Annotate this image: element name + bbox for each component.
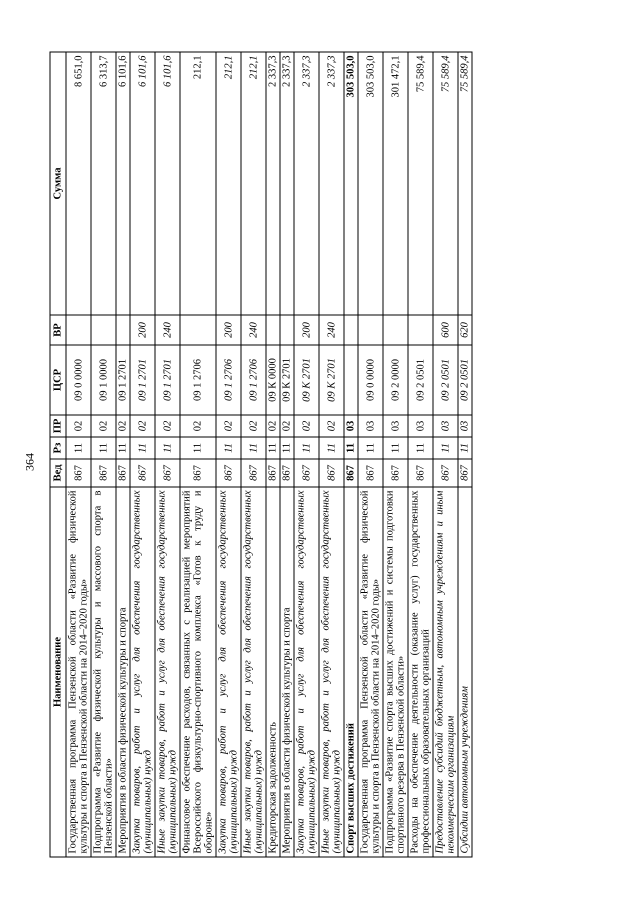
cell-sum: 2 337,3: [280, 52, 294, 315]
cell-rz: 11: [116, 437, 130, 459]
cell-csr: 09 0 0000: [358, 345, 383, 415]
cell-pr: 03: [458, 415, 472, 437]
cell-csr: 09 К 0000: [266, 345, 280, 415]
cell-vr: [66, 315, 91, 345]
cell-csr: 09 2 0501: [408, 345, 433, 415]
cell-ved: 867: [155, 459, 180, 487]
cell-vr: 600: [433, 315, 458, 345]
cell-ved: 867: [266, 459, 280, 487]
cell-csr: 09 К 2701: [294, 345, 319, 415]
table-row: [383, 52, 408, 857]
cell-sum: 2 337,3: [266, 52, 280, 315]
cell-sum: 6 313,7: [91, 52, 116, 315]
cell-name: Подпрограмма «Развитие физической культуры и массового спорта в Пензенской области»: [91, 487, 116, 857]
cell-name: Субсидии автономным учреждениям: [458, 487, 472, 857]
cell-ved: 867: [358, 459, 383, 487]
table-row: [294, 52, 319, 857]
table-row: [66, 52, 91, 857]
cell-csr: 09 1 2706: [180, 345, 216, 415]
cell-ved: 867: [433, 459, 458, 487]
cell-csr: 09 2 0501: [433, 345, 458, 415]
cell-vr: 240: [241, 315, 266, 345]
cell-vr: 240: [319, 315, 344, 345]
cell-sum: 212,1: [180, 52, 216, 315]
cell-rz: 11: [383, 437, 408, 459]
table-row: [266, 52, 280, 857]
cell-rz: 11: [66, 437, 91, 459]
cell-pr: 02: [280, 415, 294, 437]
cell-name: Мероприятия в области физической культуры и спорта: [116, 487, 130, 857]
cell-name: Расходы на обеспечение деятельности (оказание услуг) государственных профессиональных образовательных организаций: [408, 487, 433, 857]
cell-vr: [383, 315, 408, 345]
cell-ved: 867: [216, 459, 241, 487]
cell-ved: 867: [180, 459, 216, 487]
cell-name: Государственная программа Пензенской области «Развитие физической культуры и спорта в Пензенской области на 2014–2020 годы»: [358, 487, 383, 857]
header-ved: Вед: [50, 459, 66, 487]
table-row: [358, 52, 383, 857]
cell-sum: 75 589,4: [433, 52, 458, 315]
budget-table: [49, 52, 472, 858]
cell-pr: 02: [294, 415, 319, 437]
header-sum: Сумма: [50, 52, 66, 315]
cell-csr: 09 1 2701: [130, 345, 155, 415]
table-row: [458, 52, 472, 857]
cell-name: Кредиторская задолженность: [266, 487, 280, 857]
cell-sum: 6 101,6: [130, 52, 155, 315]
header-rz: Рз: [50, 437, 66, 459]
cell-vr: [408, 315, 433, 345]
header-csr: ЦСР: [50, 345, 66, 415]
cell-sum: 6 101,6: [116, 52, 130, 315]
header-vr: ВР: [50, 315, 66, 345]
cell-rz: 11: [130, 437, 155, 459]
cell-sum: 2 337,3: [294, 52, 319, 315]
cell-name: Спорт высших достижений: [344, 487, 358, 857]
cell-pr: 02: [241, 415, 266, 437]
cell-vr: 200: [294, 315, 319, 345]
cell-pr: 03: [358, 415, 383, 437]
table-row: [91, 52, 116, 857]
cell-name: Государственная программа Пензенской области «Развитие физической культуры и спорта в Пензенской области на 2014–2020 годы»: [66, 487, 91, 857]
cell-sum: 212,1: [216, 52, 241, 315]
cell-vr: [266, 315, 280, 345]
cell-csr: 09 1 0000: [91, 345, 116, 415]
cell-pr: 02: [266, 415, 280, 437]
header-pr: ПР: [50, 415, 66, 437]
cell-csr: 09 1 2706: [216, 345, 241, 415]
cell-vr: [358, 315, 383, 345]
cell-pr: 03: [344, 415, 358, 437]
cell-csr: 09 2 0501: [458, 345, 472, 415]
table-row: [241, 52, 266, 857]
table-row: [344, 52, 358, 857]
cell-csr: 09 1 2701: [116, 345, 130, 415]
cell-csr: 09 1 2706: [241, 345, 266, 415]
cell-sum: 75 589,4: [408, 52, 433, 315]
page-number: 364: [22, 453, 37, 471]
cell-pr: 03: [408, 415, 433, 437]
cell-csr: 09 1 2701: [155, 345, 180, 415]
cell-rz: 11: [280, 437, 294, 459]
cell-rz: 11: [408, 437, 433, 459]
cell-name: Мероприятия в области физической культуры и спорта: [280, 487, 294, 857]
cell-rz: 11: [294, 437, 319, 459]
cell-rz: 11: [155, 437, 180, 459]
cell-ved: 867: [116, 459, 130, 487]
cell-sum: 8 651,0: [66, 52, 91, 315]
cell-pr: 03: [433, 415, 458, 437]
cell-csr: 09 К 2701: [319, 345, 344, 415]
cell-name: Закупка товаров, работ и услуг для обеспечения государственных (муниципальных) нужд: [294, 487, 319, 857]
cell-ved: 867: [344, 459, 358, 487]
cell-sum: 75 589,4: [458, 52, 472, 315]
cell-vr: [280, 315, 294, 345]
cell-ved: 867: [91, 459, 116, 487]
cell-ved: 867: [408, 459, 433, 487]
cell-rz: 11: [433, 437, 458, 459]
cell-sum: 212,1: [241, 52, 266, 315]
cell-pr: 02: [180, 415, 216, 437]
cell-ved: 867: [458, 459, 472, 487]
rotated-page-content: [49, 53, 591, 858]
cell-pr: 03: [383, 415, 408, 437]
table-row: [433, 52, 458, 857]
cell-name: Иные закупки товаров, работ и услуг для обеспечения государственных (муниципальных) нужд: [319, 487, 344, 857]
cell-ved: 867: [66, 459, 91, 487]
cell-rz: 11: [358, 437, 383, 459]
cell-ved: 867: [130, 459, 155, 487]
cell-pr: 02: [155, 415, 180, 437]
table-row: [280, 52, 294, 857]
cell-sum: 303 503,0: [344, 52, 358, 315]
table-row: [116, 52, 130, 857]
cell-vr: 240: [155, 315, 180, 345]
cell-pr: 02: [91, 415, 116, 437]
cell-pr: 02: [319, 415, 344, 437]
cell-vr: 200: [130, 315, 155, 345]
cell-name: Подпрограмма «Развитие спорта высших достижений и системы подготовки спортивного резерва в Пензенской области»: [383, 487, 408, 857]
cell-name: Закупка товаров, работ и услуг для обеспечения государственных (муниципальных) нужд: [130, 487, 155, 857]
cell-rz: 11: [180, 437, 216, 459]
cell-name: Иные закупки товаров, работ и услуг для обеспечения государственных (муниципальных) нужд: [241, 487, 266, 857]
table-row: [216, 52, 241, 857]
cell-name: Закупка товаров, работ и услуг для обеспечения государственных (муниципальных) нужд: [216, 487, 241, 857]
cell-csr: 09 0 0000: [66, 345, 91, 415]
cell-csr: [344, 345, 358, 415]
cell-name: Финансовое обеспечение расходов, связанных с реализацией мероприятий Всероссийского физкультурно-спортивного комплекса «Готов к труду и обороне»: [180, 487, 216, 857]
cell-name: Предоставление субсидий бюджетным, автономным учреждениям и иным некоммерческим организациям: [433, 487, 458, 857]
cell-ved: 867: [280, 459, 294, 487]
cell-vr: [91, 315, 116, 345]
cell-sum: 303 503,0: [358, 52, 383, 315]
cell-ved: 867: [319, 459, 344, 487]
cell-rz: 11: [344, 437, 358, 459]
cell-vr: 200: [216, 315, 241, 345]
cell-vr: [344, 315, 358, 345]
cell-pr: 02: [216, 415, 241, 437]
table-header-row: [50, 52, 66, 857]
header-name: Наименование: [50, 487, 66, 857]
table-row: [130, 52, 155, 857]
cell-csr: 09 2 0000: [383, 345, 408, 415]
cell-csr: 09 К 2701: [280, 345, 294, 415]
cell-vr: [180, 315, 216, 345]
table-row: [408, 52, 433, 857]
cell-ved: 867: [241, 459, 266, 487]
cell-pr: 02: [66, 415, 91, 437]
cell-ved: 867: [383, 459, 408, 487]
cell-vr: 620: [458, 315, 472, 345]
cell-sum: 2 337,3: [319, 52, 344, 315]
cell-name: Иные закупки товаров, работ и услуг для обеспечения государственных (муниципальных) нужд: [155, 487, 180, 857]
cell-rz: 11: [458, 437, 472, 459]
cell-ved: 867: [294, 459, 319, 487]
cell-sum: 6 101,6: [155, 52, 180, 315]
cell-rz: 11: [216, 437, 241, 459]
table-row: [180, 52, 216, 857]
cell-sum: 301 472,1: [383, 52, 408, 315]
cell-rz: 11: [241, 437, 266, 459]
cell-rz: 11: [91, 437, 116, 459]
cell-pr: 02: [130, 415, 155, 437]
table-row: [319, 52, 344, 857]
cell-rz: 11: [319, 437, 344, 459]
cell-vr: [116, 315, 130, 345]
table-row: [155, 52, 180, 857]
cell-pr: 02: [116, 415, 130, 437]
cell-rz: 11: [266, 437, 280, 459]
